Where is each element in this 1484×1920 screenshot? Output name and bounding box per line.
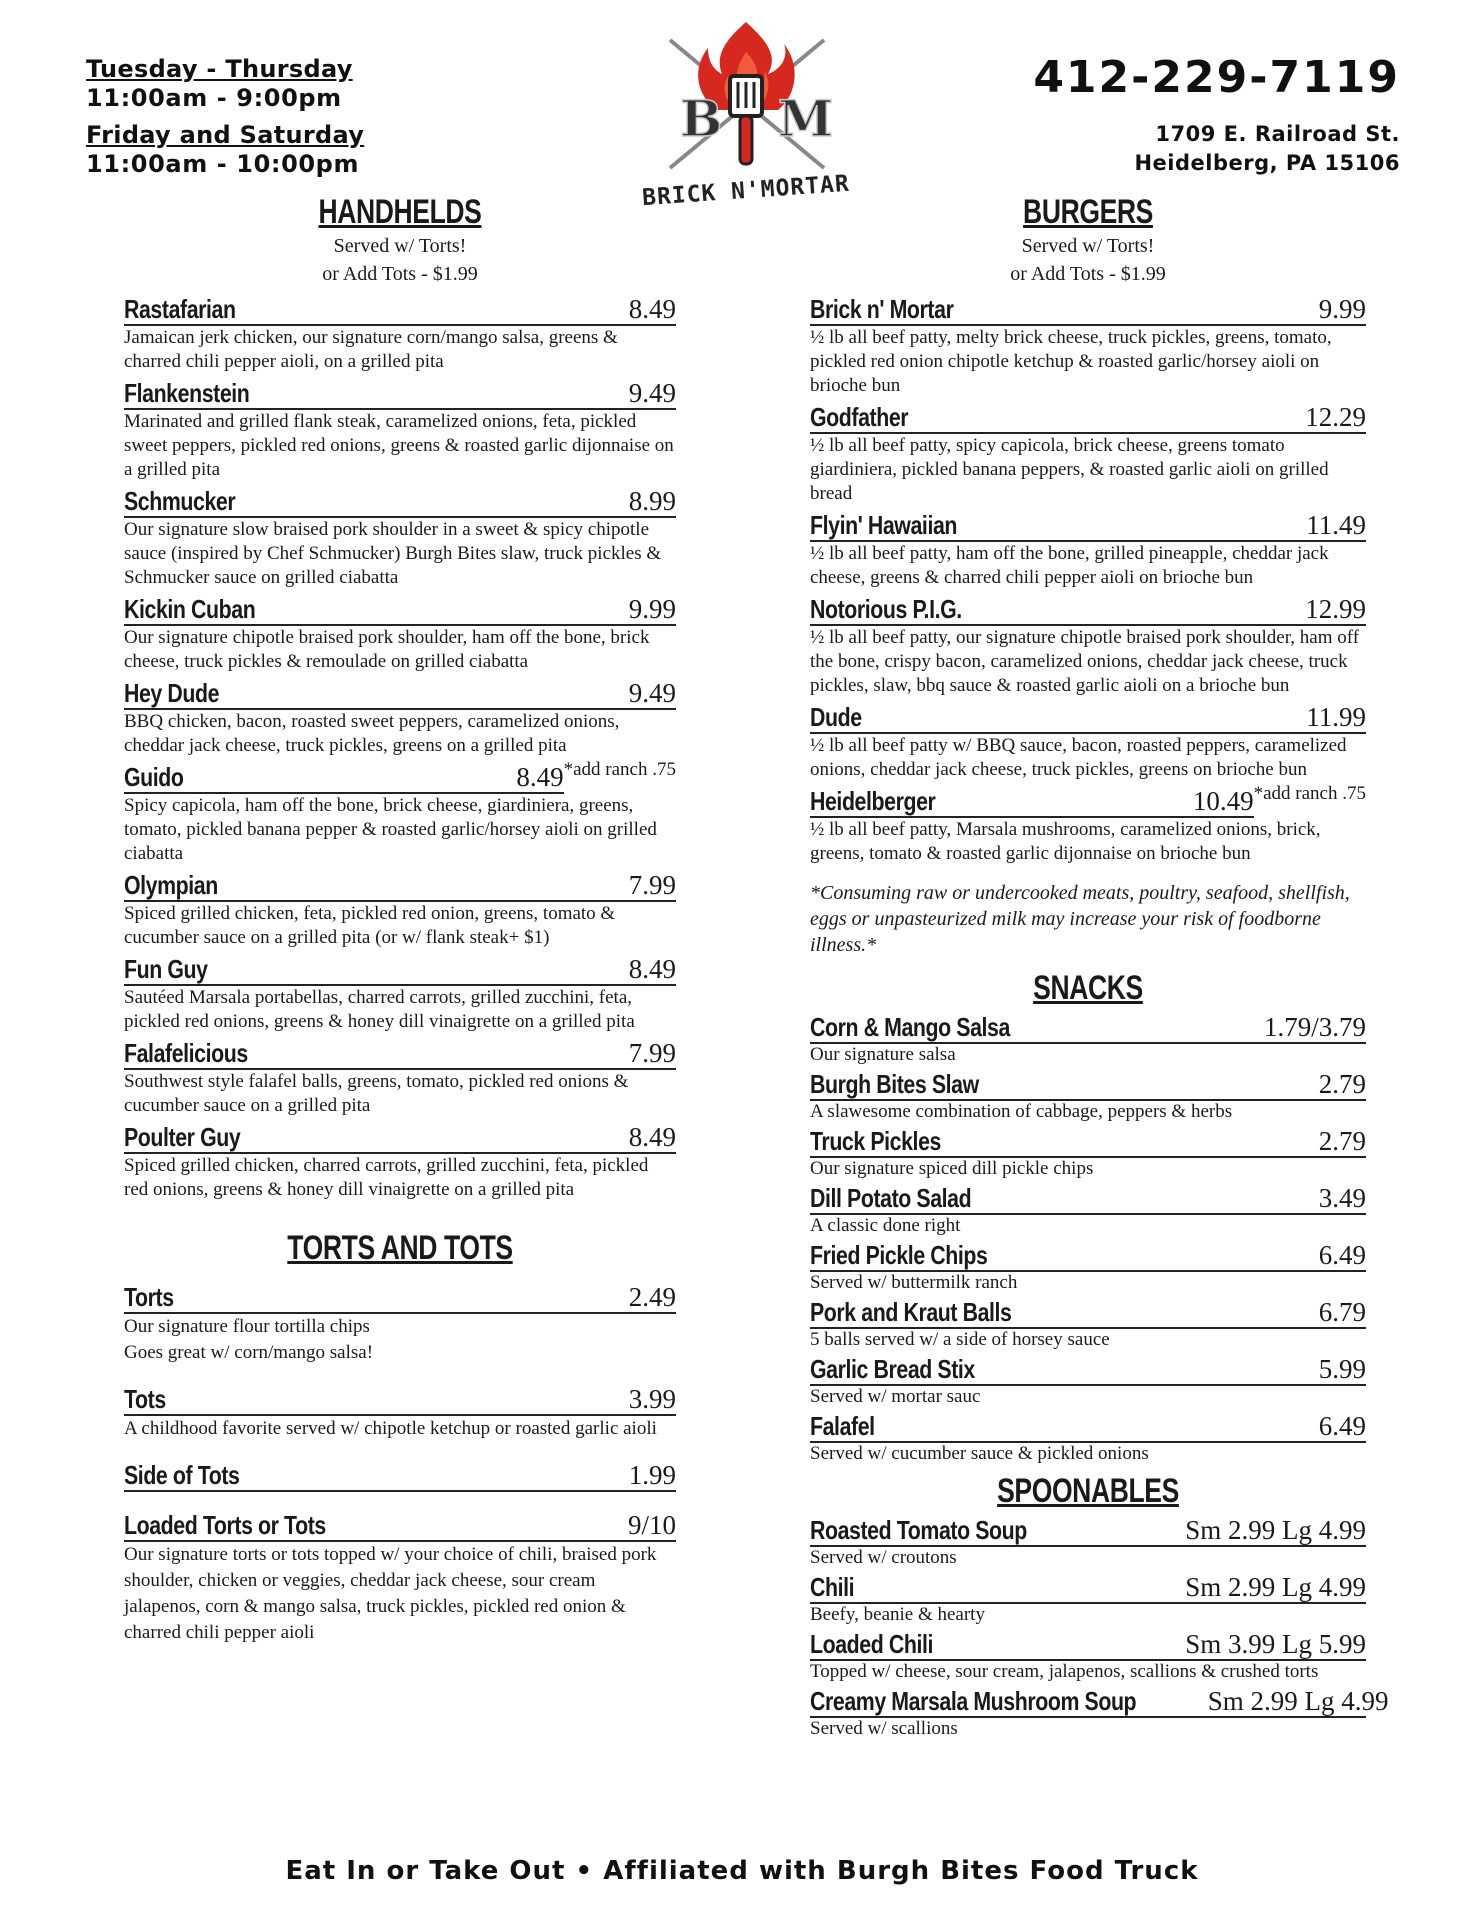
menu-item-header (810, 510, 1366, 542)
handhelds-list (124, 294, 676, 1202)
menu-item-description: ½ lb all beef patty, Marsala mushrooms, caramelized onions, brick, greens, tomato & roasted garlic dijonnaise on brioche bun (810, 819, 1321, 864)
menu-item-name: Loaded Torts or Tots (124, 1510, 326, 1540)
menu-item-header (810, 1240, 1366, 1272)
menu-item-description: Served w/ croutons (810, 1547, 957, 1568)
menu-item-price: 7.99 (628, 1038, 676, 1068)
section-title-torts: TORTS AND TOTS (287, 1229, 513, 1267)
menu-item-header (124, 1282, 676, 1314)
menu-item-description: Our signature torts or tots topped w/ your choice of chili, braised pork shoulder, chicken or veggies, cheddar jack cheese, sour cream jalapenos, corn & mango salsa, truck pickles, pickled red onion & charred chili pepper aioli (124, 1544, 657, 1643)
menu-item-price: 8.99 (628, 486, 676, 516)
menu-item-header (810, 786, 1254, 818)
menu-item-header (810, 402, 1366, 434)
menu-item-description: Jamaican jerk chicken, our signature corn/mango salsa, greens & charred chili pepper aioli, on a grilled pita (124, 327, 618, 372)
menu-item-header (124, 1122, 676, 1154)
menu-item-header (810, 1126, 1366, 1158)
menu-item (810, 402, 1366, 506)
menu-item-header (810, 1629, 1366, 1661)
menu-item-price: 7.99 (628, 870, 676, 900)
section-title-burgers: BURGERS (1023, 193, 1153, 231)
menu-item-description: A classic done right (810, 1215, 961, 1236)
menu-item-header (124, 762, 564, 794)
left-column (124, 192, 676, 1664)
phone-number[interactable]: 412-229-7119 (1033, 52, 1400, 103)
menu-item (124, 870, 676, 950)
menu-item-header (124, 1038, 676, 1070)
hours-block (86, 54, 364, 186)
menu-item-price: 8.49 (628, 1122, 676, 1152)
menu-item (810, 294, 1366, 398)
menu-item-header (810, 1686, 1389, 1718)
menu-item-description: ½ lb all beef patty, spicy capicola, brick cheese, greens tomato giardiniera, pickled banana peppers, & roasted garlic aioli on grilled bread (810, 435, 1329, 504)
menu-item-description: Served w/ mortar sauc (810, 1386, 981, 1407)
menu-item-description: Our signature flour tortilla chips (124, 1316, 370, 1337)
menu-item (810, 510, 1366, 590)
burgers-sub-1: Served w/ Torts! (1021, 235, 1155, 257)
menu-item-header (810, 1183, 1366, 1215)
menu-item-name: Godfather (810, 402, 909, 432)
menu-item-name: Guido (124, 762, 184, 792)
menu-item (124, 486, 676, 590)
menu-item-description: A slawesome combination of cabbage, peppers & herbs (810, 1101, 1233, 1122)
torts-list (124, 1282, 676, 1646)
menu-item-header (810, 1515, 1366, 1547)
menu-item-price: 6.49 (1318, 1240, 1366, 1270)
menu-item-price: 12.29 (1305, 402, 1366, 432)
menu-item-price: 12.99 (1305, 594, 1366, 624)
menu-item-header (810, 1354, 1366, 1386)
menu-item-addon: *add ranch .75 (563, 759, 676, 780)
handhelds-sub-2: or Add Tots - $1.99 (322, 263, 478, 285)
menu-item-name: Falafelicious (124, 1038, 248, 1068)
menu-item-description-2: Goes great w/ corn/mango salsa! (124, 1342, 374, 1363)
menu-item-name: Truck Pickles (810, 1126, 941, 1156)
menu-item-header (124, 378, 676, 410)
menu-item-name: Brick n' Mortar (810, 294, 954, 324)
menu-item-header (810, 594, 1366, 626)
menu-item-header (810, 702, 1366, 734)
menu-item (124, 1038, 676, 1118)
menu-item-description-text: BBQ chicken, bacon, roasted sweet peppers, caramelized onions, cheddar jack cheese, truck pickles, greens on a grilled pita (124, 711, 620, 756)
menu-item-header (124, 294, 676, 326)
contact-block (1033, 50, 1400, 178)
menu-item-header (124, 678, 676, 710)
menu-item-header (124, 1510, 676, 1542)
menu-item (810, 1183, 1366, 1237)
menu-item-name: Schmucker (124, 486, 236, 516)
menu-item-price: 9/10 (627, 1510, 676, 1540)
menu-item (810, 1069, 1366, 1123)
brand-name: BRICK N'MORTAR (641, 170, 851, 212)
menu-item-header (124, 1460, 676, 1492)
menu-item-price: 1.79/3.79 (1263, 1012, 1366, 1042)
menu-item-header (124, 954, 676, 986)
handhelds-sub-1: Served w/ Torts! (333, 235, 467, 257)
menu-item-description: ½ lb all beef patty, ham off the bone, grilled pineapple, cheddar jack cheese, greens & charred chili pepper aioli on brioche bun (810, 543, 1329, 588)
menu-item-description: 5 balls served w/ a side of horsey sauce (810, 1329, 1110, 1350)
menu-item (124, 1282, 676, 1366)
menu-item-price: 11.99 (1306, 702, 1366, 732)
menu-item-description: Served w/ buttermilk ranch (810, 1272, 1018, 1293)
menu-item-description: Topped w/ cheese, sour cream, jalapenos, scallions & crushed torts (810, 1661, 1319, 1682)
menu-item-name: Dill Potato Salad (810, 1183, 972, 1213)
menu-item-name: Fried Pickle Chips (810, 1240, 988, 1270)
menu-item (124, 378, 676, 482)
menu-item-header (124, 486, 676, 518)
menu-item (810, 1411, 1366, 1465)
menu-item-description: Spiced grilled chicken, feta, pickled red onion, greens, tomato & cucumber sauce on a grilled pita (or w/ flank steak+ $1) (124, 903, 616, 948)
menu-item (810, 1012, 1366, 1066)
menu-item-addon: *add ranch .75 (1253, 783, 1366, 804)
menu-item-description: Our signature spiced dill pickle chips (810, 1158, 1094, 1179)
menu-item-description: Our signature chipotle braised pork shoulder, ham off the bone, brick cheese, truck pickles & remoulade on grilled ciabatta (124, 627, 650, 672)
menu-item-price: 8.49 (628, 294, 676, 324)
menu-item (810, 1297, 1366, 1351)
section-title-spoonables: SPOONABLES (997, 1472, 1179, 1510)
food-safety-warning: *Consuming raw or undercooked meats, poultry, seafood, shellfish, eggs or unpasteurized milk may increase your risk of foodborne illness.* (810, 882, 1350, 956)
hours-days-2: Friday and Saturday (86, 121, 365, 149)
menu-item-name: Creamy Marsala Mushroom Soup (810, 1686, 1137, 1716)
footer-tagline: Eat In or Take Out • Affiliated with Burgh Bites Food Truck (285, 1856, 1199, 1886)
menu-item-description-text: ½ lb all beef patty w/ BBQ sauce, bacon, roasted peppers, caramelized onions, cheddar jack cheese, truck pickles, greens on brioche bun (810, 735, 1347, 780)
menu-item-description: Spicy capicola, ham off the bone, brick cheese, giardiniera, greens, tomato, pickled banana pepper & roasted garlic/horsey aioli on grilled ciabatta (124, 795, 657, 864)
menu-item-price: Sm 2.99 Lg 4.99 (1207, 1686, 1389, 1716)
menu-item-name: Flankenstein (124, 378, 250, 408)
menu-item-name: Loaded Chili (810, 1629, 933, 1659)
menu-item-description: ½ lb all beef patty, our signature chipotle braised pork shoulder, ham off the bone, crispy bacon, caramelized onions, cheddar jack cheese, truck pickles, slaw, bbq sauce & roasted garlic aioli on a brioche bun (810, 627, 1360, 696)
right-column (810, 192, 1389, 1743)
menu-item-price: 9.99 (1318, 294, 1366, 324)
menu-item-description: Our signature slow braised pork shoulder in a sweet & spicy chipotle sauce (inspired by Chef Schmucker) Burgh Bites slaw, truck pickles & Schmucker sauce on grilled ciabatta (124, 519, 662, 588)
menu-item-name: Side of Tots (124, 1460, 240, 1490)
menu-item-name: Torts (124, 1282, 174, 1312)
menu-item-description: Spiced grilled chicken, charred carrots, grilled zucchini, feta, pickled red onions, greens & honey dill vinaigrette on a grilled pita (124, 1155, 649, 1200)
menu-item-description: Beefy, beanie & hearty (810, 1604, 985, 1625)
menu-item-name: Olympian (124, 870, 218, 900)
menu-item-name: Falafel (810, 1411, 875, 1441)
menu-item-header (810, 1297, 1366, 1329)
menu-item-price: 3.49 (1318, 1183, 1366, 1213)
menu-item-price: 1.99 (628, 1460, 676, 1490)
menu-item-name: Corn & Mango Salsa (810, 1012, 1010, 1042)
address-street: 1709 E. Railroad St. (1155, 122, 1400, 146)
menu-item-price: Sm 2.99 Lg 4.99 (1185, 1572, 1366, 1602)
menu-item-description: Southwest style falafel balls, greens, tomato, pickled red onions & cucumber sauce on a grilled pita (124, 1071, 629, 1116)
section-title-handhelds: HANDHELDS (318, 193, 482, 231)
menu-item-price: 2.79 (1318, 1069, 1366, 1099)
menu-item (810, 1686, 1389, 1740)
menu-item-name: Chili (810, 1572, 855, 1602)
menu-item-header (124, 870, 676, 902)
menu-item (810, 1126, 1366, 1180)
menu-item-name: Flyin' Hawaiian (810, 510, 958, 540)
menu-item (810, 1354, 1366, 1408)
menu-item-price: 2.79 (1318, 1126, 1366, 1156)
menu-item-price: Sm 3.99 Lg 5.99 (1185, 1629, 1366, 1659)
menu-item (810, 1572, 1366, 1626)
menu-item-name: Poulter Guy (124, 1122, 241, 1152)
menu-item-price: 11.49 (1306, 510, 1366, 540)
burgers-sub-2: or Add Tots - $1.99 (1010, 263, 1166, 285)
hours-time-2: 11:00am - 10:00pm (86, 150, 360, 178)
menu-item-description: ½ lb all beef patty, melty brick cheese, truck pickles, greens, tomato, pickled red onion chipotle ketchup & roasted garlic/horsey aioli on brioche bun (810, 327, 1332, 396)
menu-item-header (810, 1572, 1366, 1604)
hours-days-1: Tuesday - Thursday (86, 55, 353, 83)
menu-item (124, 1510, 676, 1646)
menu-item-description: Served w/ cucumber sauce & pickled onions (810, 1443, 1149, 1464)
menu-item-name: Pork and Kraut Balls (810, 1297, 1012, 1327)
menu-item (810, 1629, 1366, 1683)
spoonables-list (810, 1515, 1389, 1740)
snacks-list (810, 1012, 1366, 1465)
menu-item-name: Hey Dude (124, 678, 220, 708)
menu-item (124, 1122, 676, 1202)
menu-item-name: Tots (124, 1384, 166, 1414)
menu-item-price: 8.49 (516, 762, 564, 792)
menu-item-price: 3.99 (628, 1384, 676, 1414)
menu-item-name: Kickin Cuban (124, 594, 256, 624)
menu-item-name: Roasted Tomato Soup (810, 1515, 1027, 1545)
logo-graphic (618, 18, 874, 188)
menu-item-price: Sm 2.99 Lg 4.99 (1185, 1515, 1366, 1545)
menu-item-name: Dude (810, 702, 862, 732)
menu-item-name: Rastafarian (124, 294, 236, 324)
menu-item-price: 5.99 (1318, 1354, 1366, 1384)
address-city: Heidelberg, PA 15106 (1134, 151, 1400, 175)
menu-item-description: Our signature salsa (810, 1044, 956, 1065)
menu-item-header (124, 1384, 676, 1416)
menu-item-header (810, 294, 1366, 326)
menu-item-name: Fun Guy (124, 954, 208, 984)
menu-item-price: 2.49 (628, 1282, 676, 1312)
menu-item-name: Notorious P.I.G. (810, 594, 962, 624)
menu-item-description: Marinated and grilled flank steak, caramelized onions, feta, pickled sweet peppers, pickled red onions, greens & roasted garlic dijonnaise on a grilled pita (124, 411, 674, 480)
section-title-snacks: SNACKS (1033, 969, 1143, 1007)
menu-item-price: 8.49 (628, 954, 676, 984)
menu-item-price: 6.49 (1318, 1411, 1366, 1441)
menu-item-price: 9.99 (628, 594, 676, 624)
menu-item (124, 294, 676, 374)
menu-item-description: A childhood favorite served w/ chipotle ketchup or roasted garlic aioli (124, 1418, 657, 1439)
menu-item-name: Burgh Bites Slaw (810, 1069, 979, 1099)
brand-logo (618, 18, 874, 218)
menu-item (810, 1240, 1366, 1294)
menu-item-header (810, 1069, 1366, 1101)
menu-item (810, 594, 1366, 698)
menu-item-name: Heidelberger (810, 786, 936, 816)
menu-item (124, 1460, 676, 1492)
menu-item (810, 1515, 1366, 1569)
menu-item-price: 6.79 (1318, 1297, 1366, 1327)
svg-text:B: B (680, 89, 723, 148)
burgers-list (810, 294, 1366, 866)
menu-item-description: Served w/ scallions (810, 1718, 958, 1739)
menu-item-name: Garlic Bread Stix (810, 1354, 975, 1384)
menu-item (124, 1384, 676, 1442)
menu-item (124, 954, 676, 1034)
menu-item-header (124, 594, 676, 626)
menu-item (124, 594, 676, 674)
hours-time-1: 11:00am - 9:00pm (86, 84, 342, 112)
menu-item-price: 10.49 (1192, 786, 1254, 816)
menu-item-price: 9.49 (628, 378, 676, 408)
menu-item-price: 9.49 (628, 678, 676, 708)
menu-item-header (810, 1012, 1366, 1044)
svg-text:M: M (778, 89, 834, 148)
menu-item-header (810, 1411, 1366, 1443)
menu-item-description: Sautéed Marsala portabellas, charred carrots, grilled zucchini, feta, pickled red onions, greens & honey dill vinaigrette on a grilled pita (124, 987, 635, 1032)
